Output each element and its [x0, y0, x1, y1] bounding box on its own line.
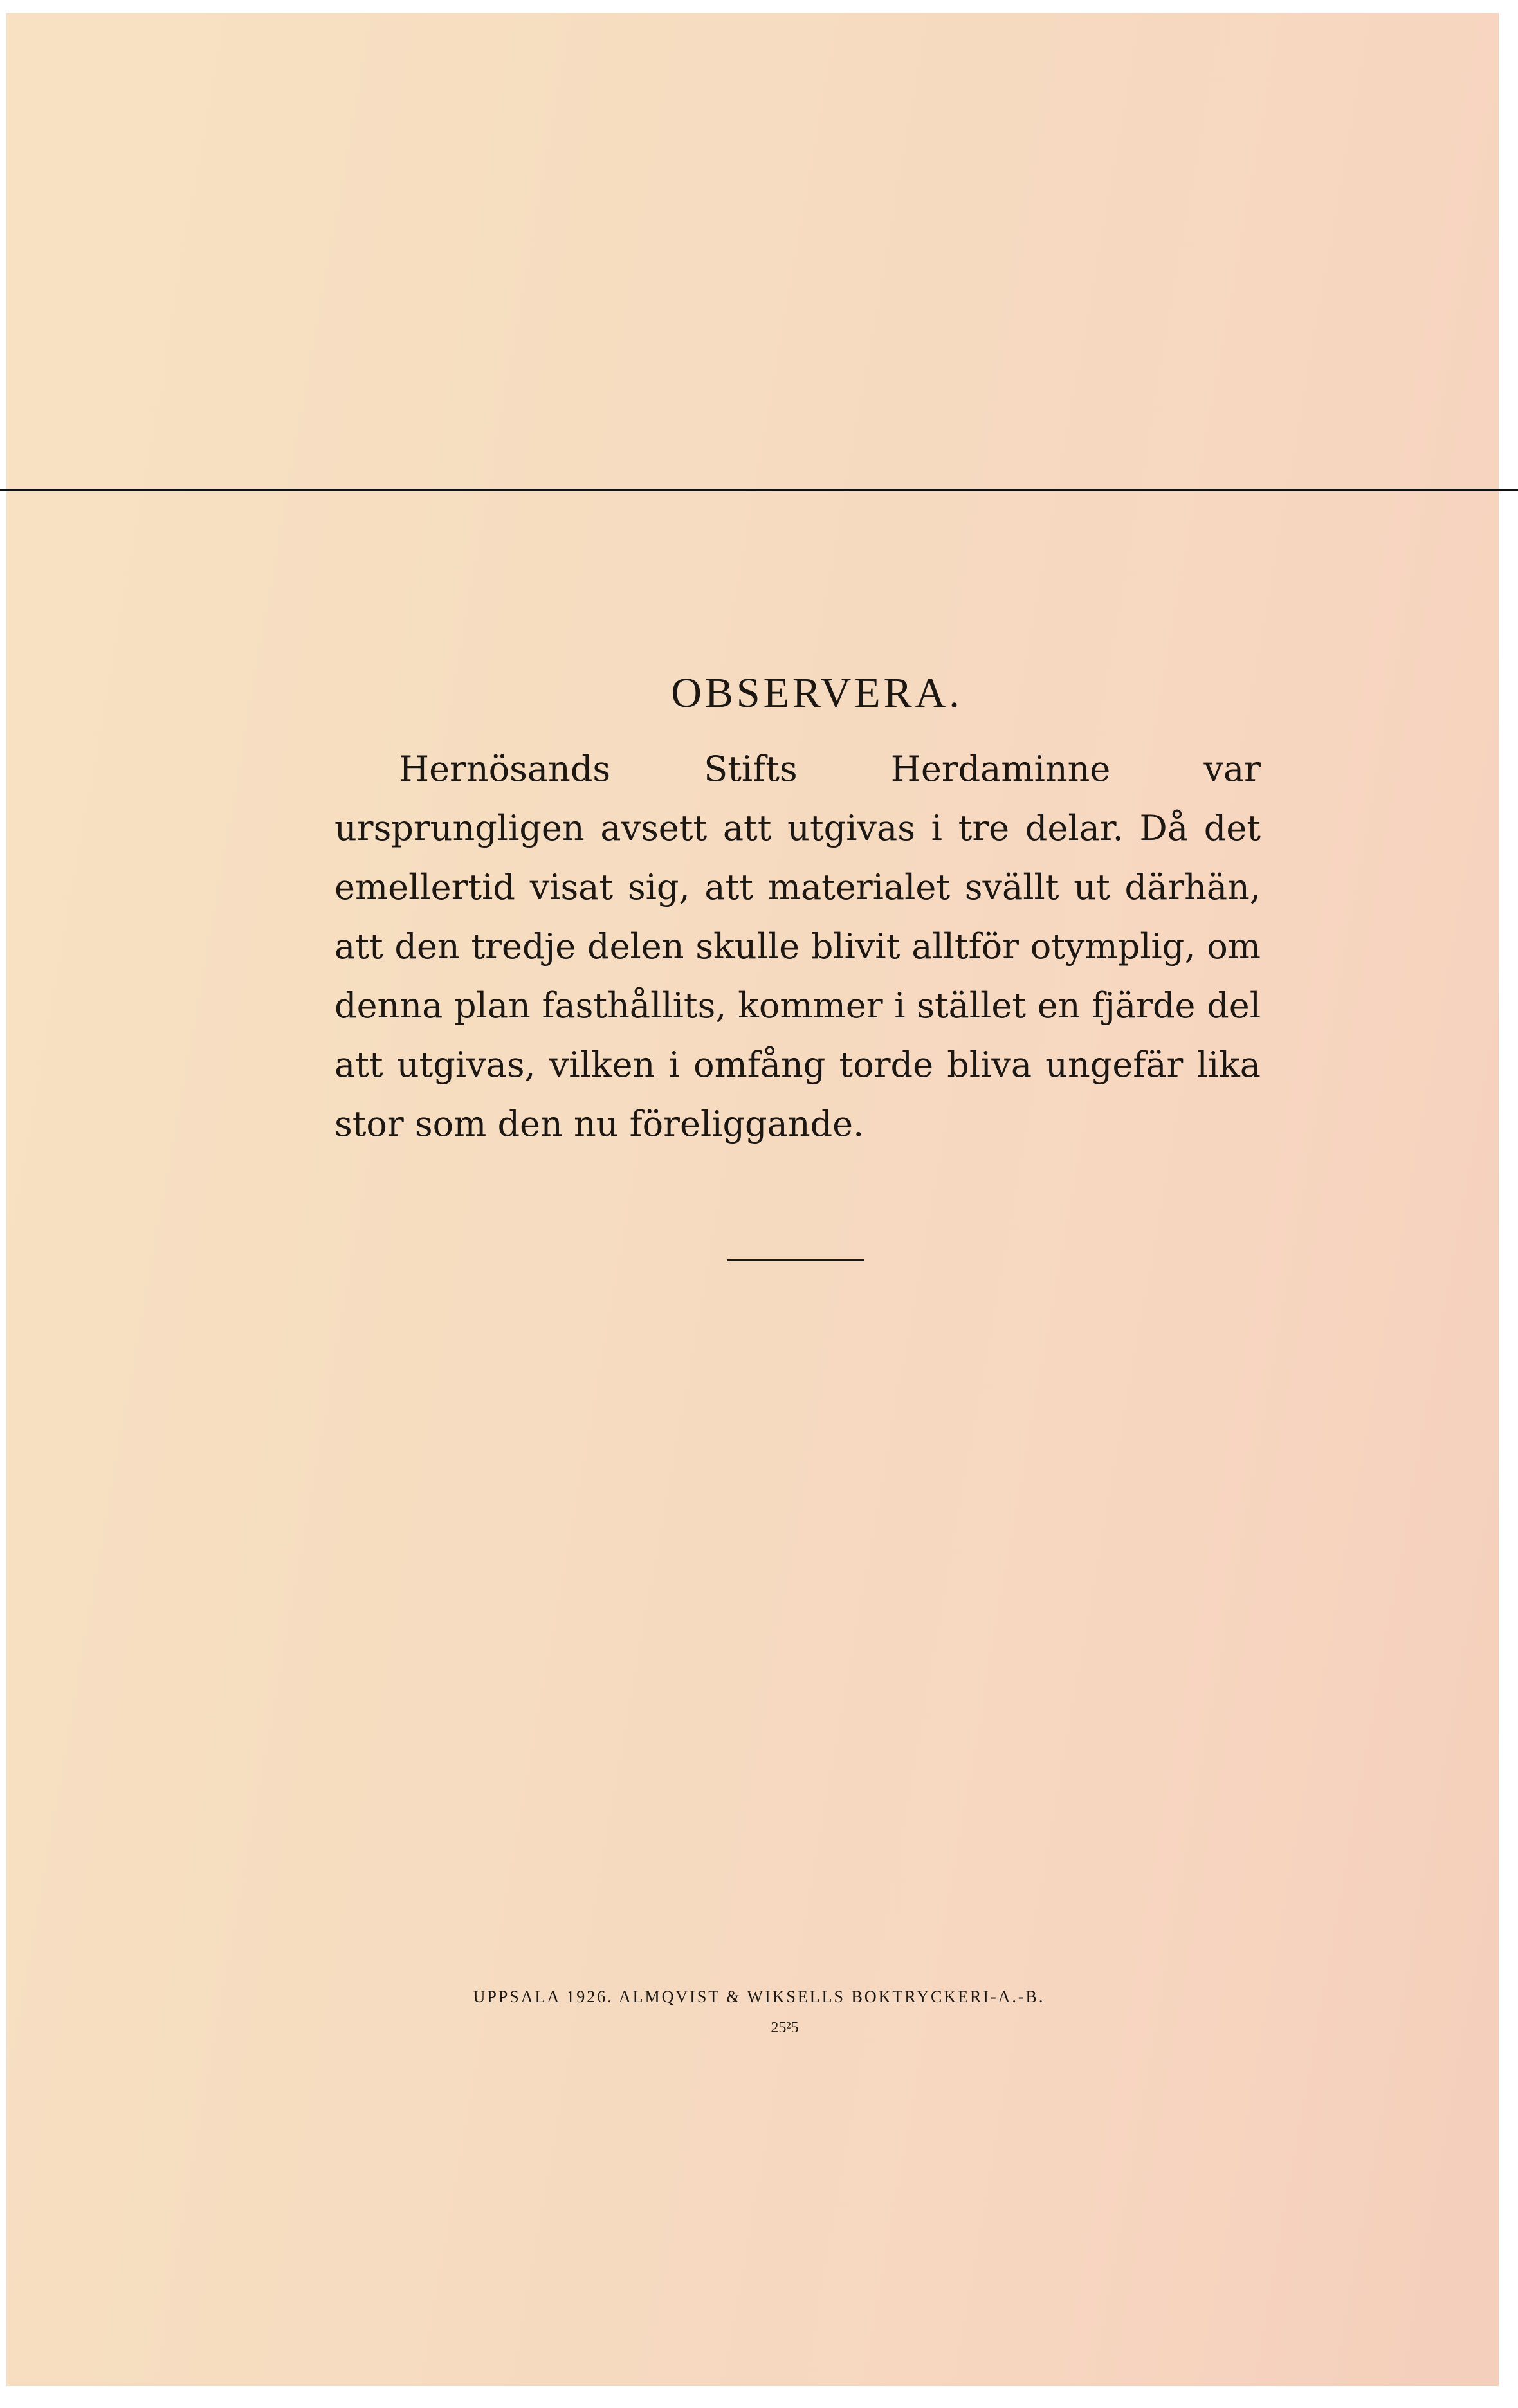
print-number: 25²5: [771, 2020, 799, 2036]
notice-title: OBSERVERA.: [671, 670, 963, 716]
notice-text: Hernösands Stifts Herdaminne var ursprungligen avsett att utgivas i tre delar. Då det emellertid visat sig, att materialet svällt ut därhän, att den tredje delen skulle blivit alltför otymplig, om denna plan fasthållits, kommer i stället en fjärde del att utgivas, vilken i omfång torde bliva ungefär lika stor som den nu föreliggande.: [334, 749, 1261, 1144]
printer-imprint: UPPSALA 1926. ALMQVIST & WIKSELLS BOKTRYCKERI-A.-B.: [473, 1987, 1045, 2006]
fold-line: [0, 489, 1518, 491]
separator-rule: [727, 1259, 864, 1261]
